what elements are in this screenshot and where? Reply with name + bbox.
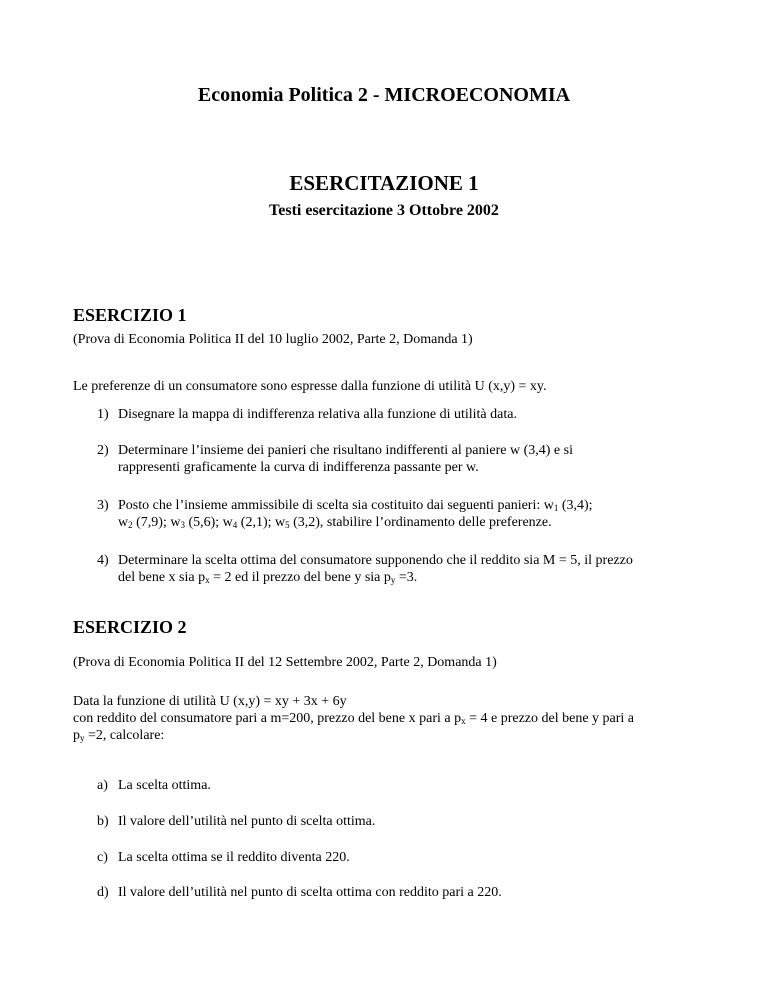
- text-run: w: [118, 515, 129, 530]
- list-item: [97, 777, 717, 794]
- text-run: con reddito del consumatore pari a m=200, prezzo del bene x pari a p: [73, 711, 462, 726]
- exercise-1-heading: ESERCIZIO 1: [73, 305, 187, 325]
- list-item-text: La scelta ottima se il reddito diventa 220.: [118, 850, 350, 865]
- list-item-number: d): [97, 885, 109, 900]
- text-run: (3,4);: [558, 498, 593, 513]
- text-run: = 4 e prezzo del bene y pari a: [465, 711, 635, 726]
- exercise-2-heading: ESERCIZIO 2: [73, 617, 187, 637]
- list-item-number: a): [97, 778, 108, 793]
- list-item-text: Il valore dell’utilità nel punto di scelta ottima con reddito pari a 220.: [118, 885, 502, 900]
- text-run: =2, calcolare:: [84, 728, 165, 743]
- list-item-text-line: Determinare l’insieme dei panieri che risultano indifferenti al paniere w (3,4) e si: [118, 443, 573, 458]
- list-item-number: 4): [97, 553, 109, 568]
- subscript: y: [80, 733, 85, 743]
- text-run: Determinare la scelta ottima del consumatore supponendo che il reddito sia M = 5, il prezzo: [118, 553, 633, 568]
- subscript: y: [390, 575, 396, 585]
- list-item: [97, 884, 717, 901]
- list-item-number: 1): [97, 407, 109, 422]
- text-run: del bene x sia p: [118, 570, 206, 585]
- list-item-text: [118, 442, 717, 476]
- text-run: (3,2), stabilire l’ordinamento delle preferenze.: [289, 515, 552, 530]
- text-run: (5,6); w: [184, 515, 233, 530]
- subscript: 2: [128, 520, 133, 530]
- subscript: x: [461, 716, 466, 726]
- list-item: [97, 442, 717, 476]
- exercise-1-source: (Prova di Economia Politica II del 10 luglio 2002, Parte 2, Domanda 1): [73, 332, 473, 347]
- subscript: x: [205, 575, 210, 585]
- document-title: Economia Politica 2 - MICROECONOMIA: [197, 84, 571, 106]
- list-item-text: Il valore dell’utilità nel punto di scelta ottima.: [118, 814, 376, 829]
- subscript: 4: [232, 520, 238, 530]
- exercise-2-intro: [73, 693, 713, 744]
- exercise-1-intro: Le preferenze di un consumatore sono espresse dalla funzione di utilità U (x,y) = xy.: [73, 379, 547, 394]
- list-item-text-line: rappresenti graficamente la curva di indifferenza passante per w.: [118, 460, 479, 475]
- list-item-text: La scelta ottima.: [118, 778, 211, 793]
- text-run: (2,1); w: [237, 515, 286, 530]
- exercise-2-source: (Prova di Economia Politica II del 12 Settembre 2002, Parte 2, Domanda 1): [73, 655, 497, 670]
- list-item-number: c): [97, 850, 108, 865]
- list-item: [97, 497, 717, 531]
- list-item-text: Disegnare la mappa di indifferenza relativa alla funzione di utilità data.: [118, 407, 517, 422]
- text-run: Data la funzione di utilità U (x,y) = xy + 3x + 6y: [73, 694, 347, 709]
- list-item: [97, 813, 717, 830]
- list-item-number: 3): [97, 498, 109, 513]
- list-item-text: [118, 497, 717, 531]
- exercise-title: ESERCITAZIONE 1: [289, 171, 479, 195]
- list-item: [97, 849, 717, 866]
- list-item-text: [118, 552, 717, 586]
- text-run: (7,9); w: [132, 515, 181, 530]
- exercise-subtitle: Testi esercitazione 3 Ottobre 2002: [269, 202, 499, 219]
- text-run: =3.: [395, 570, 418, 585]
- list-item: [97, 406, 717, 423]
- list-item-number: b): [97, 814, 109, 829]
- text-run: = 2 ed il prezzo del bene y sia p: [209, 570, 391, 585]
- list-item: [97, 552, 717, 586]
- subscript: 3: [180, 520, 185, 530]
- list-item-number: 2): [97, 443, 109, 458]
- text-run: p: [73, 728, 80, 743]
- text-run: Posto che l’insieme ammissibile di scelta sia costituito dai seguenti panieri: w: [118, 498, 554, 513]
- subscript: 1: [553, 503, 559, 513]
- subscript: 5: [285, 520, 290, 530]
